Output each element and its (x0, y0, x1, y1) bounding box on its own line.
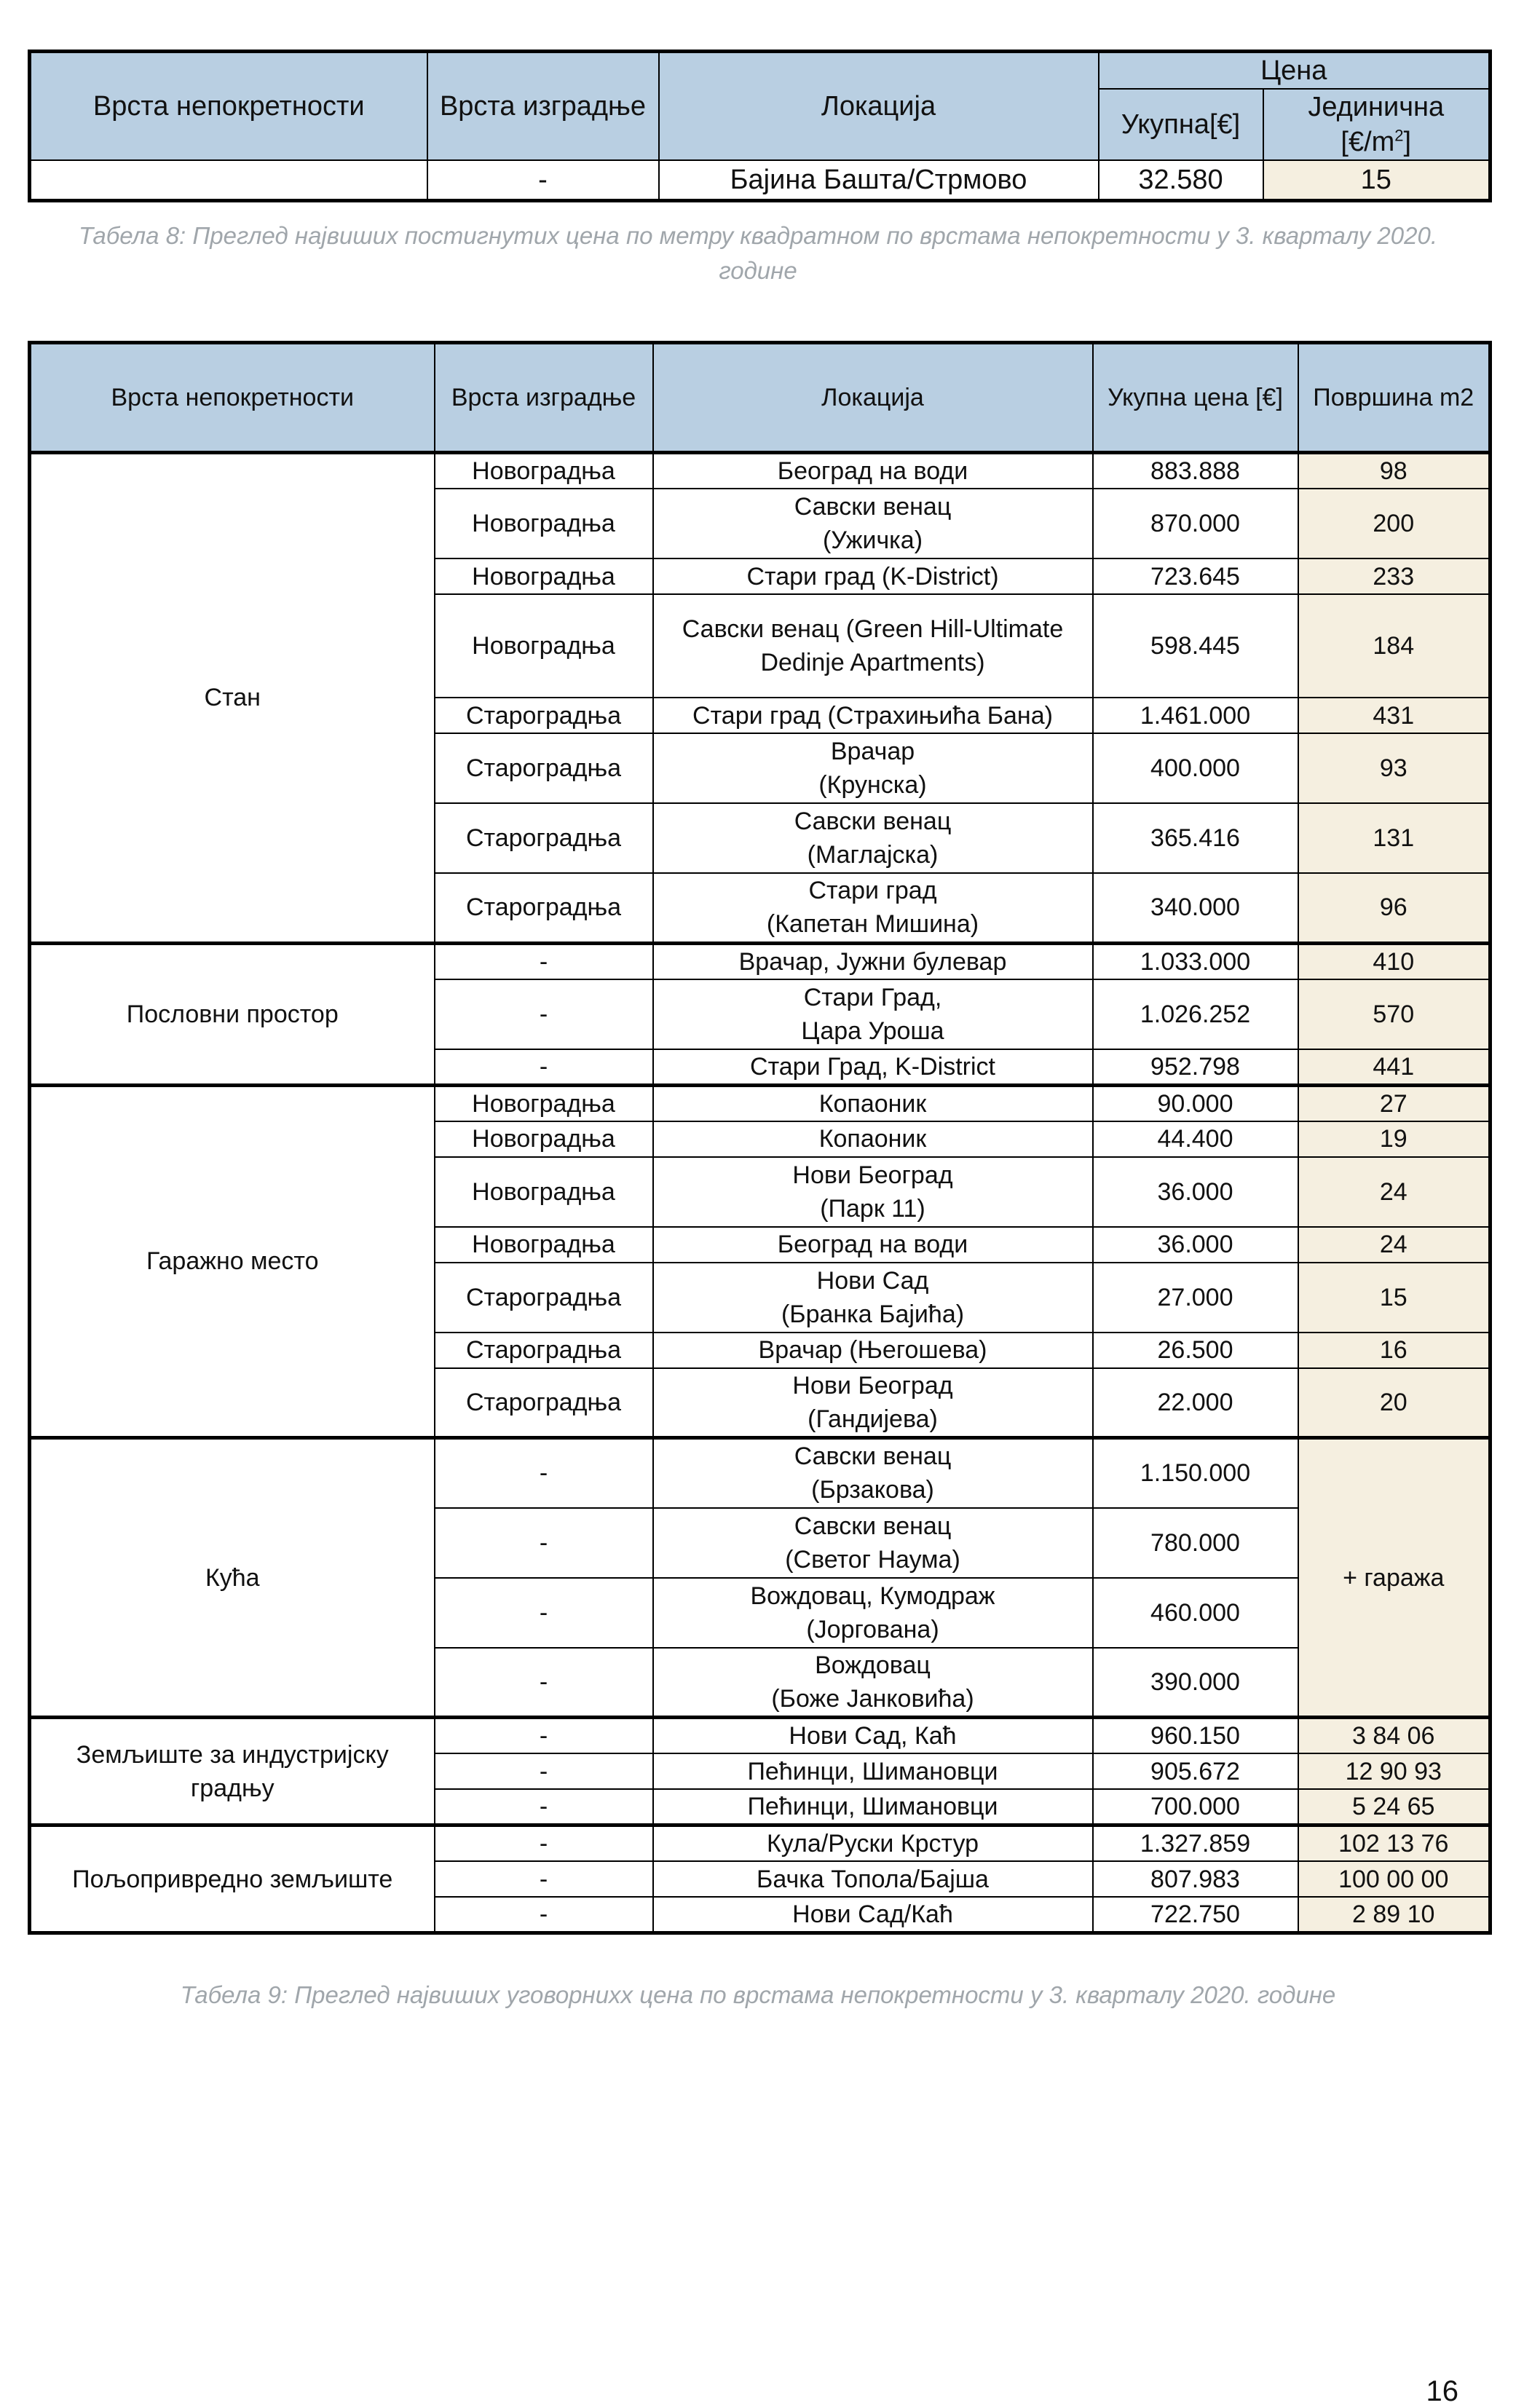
cell-area: 93 (1298, 733, 1491, 803)
cell-total-price: 1.033.000 (1093, 943, 1298, 979)
table-row (30, 1438, 1491, 1508)
cell-total-price: 460.000 (1093, 1578, 1298, 1648)
table-row (30, 1718, 1491, 1754)
cell-area: 100 00 00 (1298, 1861, 1491, 1897)
cell-total-price: 26.500 (1093, 1333, 1298, 1368)
cell-location: Нови Београд (Парк 11) (653, 1157, 1093, 1227)
cell-location: Пећинци, Шимановци (653, 1789, 1093, 1825)
cell-construction: - (435, 1648, 653, 1718)
cell-area: 102 13 76 (1298, 1825, 1491, 1862)
header-construction: Врста изградње (435, 343, 653, 453)
cell-total-price: 27.000 (1093, 1263, 1298, 1333)
header-total-price: Укупна цена [€] (1093, 343, 1298, 453)
cell-construction: Староградња (435, 1263, 653, 1333)
cell-location: Врачар, Јужни булевар (653, 943, 1093, 979)
cell-area: 16 (1298, 1333, 1491, 1368)
cell-area: 2 89 10 (1298, 1897, 1491, 1933)
cell-location: Пећинци, Шимановци (653, 1753, 1093, 1789)
cell-total-price: 780.000 (1093, 1508, 1298, 1578)
cell-construction: Староградња (435, 873, 653, 943)
cell-total-price: 723.645 (1093, 558, 1298, 594)
cell-construction: Староградња (435, 733, 653, 803)
cell-total-price: 700.000 (1093, 1789, 1298, 1825)
cell-construction: Новоградња (435, 1227, 653, 1263)
cell-total-price: 1.026.252 (1093, 979, 1298, 1049)
cell-type: Стан (30, 453, 435, 944)
cell-construction: - (435, 1897, 653, 1933)
cell-construction: - (435, 1508, 653, 1578)
table-row (30, 1825, 1491, 1862)
cell-area: 5 24 65 (1298, 1789, 1491, 1825)
page-number: 16 (1426, 2375, 1458, 2407)
cell-construction: Староградња (435, 1368, 653, 1438)
cell-unit: 15 (1263, 160, 1491, 201)
cell-total-price: 905.672 (1093, 1753, 1298, 1789)
table-9-caption: Табела 9: Преглед највиших уговорнихх цена по врстама непокретности у 3. кварталу 2020. године (180, 1981, 1336, 2008)
cell-location: Бајина Башта/Стрмово (659, 160, 1099, 201)
cell-total-price: 1.327.859 (1093, 1825, 1298, 1862)
cell-location: Стари град (Капетан Мишина) (653, 873, 1093, 943)
cell-location: Нови Београд (Гандијева) (653, 1368, 1093, 1438)
cell-location: Савски венац (Брзакова) (653, 1438, 1093, 1508)
cell-total-price: 36.000 (1093, 1227, 1298, 1263)
cell-construction: Новоградња (435, 1121, 653, 1157)
cell-construction: Староградња (435, 1333, 653, 1368)
header-type: Врста непокретности (30, 52, 427, 161)
table-highest-contract-prices (28, 341, 1492, 1935)
cell-location: Нови Сад/Каћ (653, 1897, 1093, 1933)
header-location: Локација (653, 343, 1093, 453)
table-row (30, 1085, 1491, 1121)
table-highest-price-per-m2 (28, 50, 1492, 202)
cell-area: 200 (1298, 489, 1491, 558)
cell-type: Гаражно место (30, 1085, 435, 1438)
header-construction: Врста изградње (427, 52, 659, 161)
cell-area: 27 (1298, 1085, 1491, 1121)
cell-area: 233 (1298, 558, 1491, 594)
cell-location: Копаоник (653, 1085, 1093, 1121)
cell-location: Стари Град, Цара Уроша (653, 979, 1093, 1049)
cell-location: Врачар (Крунска) (653, 733, 1093, 803)
cell-area: 410 (1298, 943, 1491, 979)
cell-area: 24 (1298, 1157, 1491, 1227)
cell-location: Београд на води (653, 1227, 1093, 1263)
cell-total-price: 722.750 (1093, 1897, 1298, 1933)
cell-area: 20 (1298, 1368, 1491, 1438)
cell-location: Вождовац (Боже Јанковића) (653, 1648, 1093, 1718)
cell-total-price: 1.461.000 (1093, 698, 1298, 733)
cell-type: Пољопривредно земљиште (30, 1825, 435, 1933)
cell-total-price: 960.150 (1093, 1718, 1298, 1754)
header-location: Локација (659, 52, 1099, 161)
cell-location: Кула/Руски Крстур (653, 1825, 1093, 1862)
cell-location: Стари Град, K-District (653, 1049, 1093, 1086)
cell-area: 3 84 06 (1298, 1718, 1491, 1754)
cell-total-price: 952.798 (1093, 1049, 1298, 1086)
cell-total-price: 807.983 (1093, 1861, 1298, 1897)
cell-area: 184 (1298, 594, 1491, 698)
cell-area: 131 (1298, 803, 1491, 873)
cell-construction: - (435, 943, 653, 979)
cell-location: Савски венац (Green Hill-Ultimate Dedinje Apartments) (653, 594, 1093, 698)
cell-location: Београд на води (653, 453, 1093, 489)
cell-construction: - (435, 979, 653, 1049)
cell-area: 431 (1298, 698, 1491, 733)
cell-total-price: 22.000 (1093, 1368, 1298, 1438)
cell-total-price: 365.416 (1093, 803, 1298, 873)
cell-location: Нови Сад, Каћ (653, 1718, 1093, 1754)
cell-location: Копаоник (653, 1121, 1093, 1157)
cell-area: 570 (1298, 979, 1491, 1049)
cell-construction: - (435, 1438, 653, 1508)
cell-total-price: 90.000 (1093, 1085, 1298, 1121)
cell-location: Бачка Топола/Бајша (653, 1861, 1093, 1897)
cell-location: Вождовац, Кумодраж (Јоргована) (653, 1578, 1093, 1648)
cell-construction: - (435, 1753, 653, 1789)
table-row (30, 160, 1491, 201)
header-unit: Јединична $[€/m^2]$ (1263, 89, 1491, 160)
cell-construction: Новоградња (435, 453, 653, 489)
cell-construction: - (435, 1789, 653, 1825)
cell-construction: - (427, 160, 659, 201)
table-row (30, 453, 1491, 489)
cell-construction: Староградња (435, 803, 653, 873)
cell-area: 441 (1298, 1049, 1491, 1086)
cell-construction: - (435, 1718, 653, 1754)
cell-type: Пословни простор (30, 943, 435, 1085)
cell-total-price: 883.888 (1093, 453, 1298, 489)
cell-construction: - (435, 1578, 653, 1648)
cell-total-price: 36.000 (1093, 1157, 1298, 1227)
cell-construction: Новоградња (435, 489, 653, 558)
cell-location: Савски венац (Ужичка) (653, 489, 1093, 558)
cell-location: Савски венац (Светог Наума) (653, 1508, 1093, 1578)
cell-total-price: 870.000 (1093, 489, 1298, 558)
cell-location: Стари град (K-District) (653, 558, 1093, 594)
cell-total: 32.580 (1099, 160, 1263, 201)
cell-location: Врачар (Његошева) (653, 1333, 1093, 1368)
header-area: Површина m2 (1298, 343, 1491, 453)
cell-construction: - (435, 1825, 653, 1862)
table-8-caption: Табела 8: Преглед највиших постигнутих цена по метру квадратном по врстама непокретности у 3. кварталу 2020. године (78, 222, 1438, 284)
cell-construction: Новоградња (435, 594, 653, 698)
cell-total-price: 1.150.000 (1093, 1438, 1298, 1508)
cell-total-price: 44.400 (1093, 1121, 1298, 1157)
cell-type (30, 160, 427, 201)
cell-construction: Новоградња (435, 558, 653, 594)
cell-type: Кућа (30, 1438, 435, 1718)
cell-location: Савски венац (Маглајска) (653, 803, 1093, 873)
cell-construction: Новоградња (435, 1085, 653, 1121)
cell-total-price: 390.000 (1093, 1648, 1298, 1718)
cell-type: Земљиште за индустријску градњу (30, 1718, 435, 1825)
table-row (30, 943, 1491, 979)
cell-area: 12 90 93 (1298, 1753, 1491, 1789)
cell-area: + гаража (1298, 1438, 1491, 1718)
cell-construction: - (435, 1861, 653, 1897)
cell-location: Нови Сад (Бранка Бајића) (653, 1263, 1093, 1333)
cell-construction: Староградња (435, 698, 653, 733)
cell-construction: Новоградња (435, 1157, 653, 1227)
cell-total-price: 340.000 (1093, 873, 1298, 943)
cell-area: 19 (1298, 1121, 1491, 1157)
header-total: Укупна[€] (1099, 89, 1263, 160)
cell-construction: - (435, 1049, 653, 1086)
cell-total-price: 400.000 (1093, 733, 1298, 803)
cell-area: 15 (1298, 1263, 1491, 1333)
cell-area: 96 (1298, 873, 1491, 943)
cell-total-price: 598.445 (1093, 594, 1298, 698)
cell-area: 98 (1298, 453, 1491, 489)
header-price: Цена (1099, 52, 1491, 90)
cell-area: 24 (1298, 1227, 1491, 1263)
cell-location: Стари град (Страхињића Бана) (653, 698, 1093, 733)
header-type: Врста непокретности (30, 343, 435, 453)
